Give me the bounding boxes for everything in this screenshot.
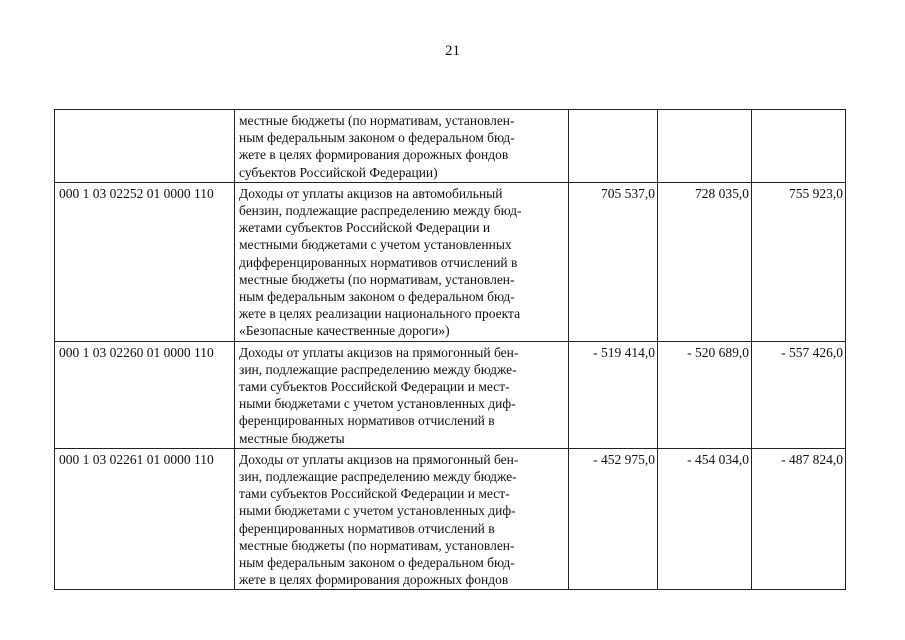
table-row [55,182,846,341]
table-row [55,341,846,448]
description-line: местные бюджеты [239,430,345,446]
table-row [55,110,846,183]
description-line: «Безопасные качественные дороги») [239,323,450,339]
amount-year-3 [752,110,846,183]
page-number: 21 [445,43,460,59]
amount-year-1: - 452 975,0 [569,448,658,590]
description-line: субъектов Российской Федерации) [239,164,438,180]
description-line: ным федеральным законом о федеральном бюд- [239,555,515,571]
revenue-description [235,110,569,183]
description-line: Доходы от уплаты акцизов на прямогонный бен- [239,344,519,360]
budget-classification-code [55,110,235,183]
description-line: ным федеральным законом о федеральном бюд- [239,130,515,146]
revenue-description [235,341,569,448]
revenue-description [235,448,569,590]
amount-year-2 [658,110,752,183]
amount-year-1 [569,110,658,183]
description-line: Доходы от уплаты акцизов на прямогонный бен- [239,451,519,467]
amount-year-2: - 454 034,0 [658,448,752,590]
description-line: жете в целях формирования дорожных фондов [239,147,509,163]
description-line: зин, подлежащие распределению между бюдже- [239,361,517,377]
description-line: местные бюджеты (по нормативам, установлен- [239,537,515,553]
amount-year-2: - 520 689,0 [658,341,752,448]
description-line: ными бюджетами с учетом установленных диф- [239,396,516,412]
amount-year-3: - 557 426,0 [752,341,846,448]
description-line: ференцированных нормативов отчислений в [239,520,495,536]
budget-revenue-table [54,109,846,590]
description-line: бензин, подлежащие распределению между бюд- [239,203,522,219]
description-line: ференцированных нормативов отчислений в [239,413,495,429]
description-line: местными бюджетами с учетом установленных [239,237,512,253]
description-line: ным федеральным законом о федеральном бюд- [239,289,515,305]
amount-year-3: 755 923,0 [752,182,846,341]
budget-classification-code: 000 1 03 02260 01 0000 110 [55,341,235,448]
description-line: ными бюджетами с учетом установленных диф- [239,503,516,519]
description-line: местные бюджеты (по нормативам, установлен- [239,113,515,128]
description-line: местные бюджеты (по нормативам, установлен- [239,271,515,287]
amount-year-1: 705 537,0 [569,182,658,341]
description-line: тами субъектов Российской Федерации и мест- [239,486,510,502]
revenue-description [235,182,569,341]
amount-year-2: 728 035,0 [658,182,752,341]
description-line: жете в целях реализации национального проекта [239,306,521,322]
budget-classification-code: 000 1 03 02261 01 0000 110 [55,448,235,590]
table-row [55,448,846,590]
amount-year-3: - 487 824,0 [752,448,846,590]
amount-year-1: - 519 414,0 [569,341,658,448]
description-line: дифференцированных нормативов отчислений в [239,254,518,270]
description-line: зин, подлежащие распределению между бюдже- [239,469,517,485]
description-line: тами субъектов Российской Федерации и мест- [239,379,510,395]
description-line: жетами субъектов Российской Федерации и [239,220,491,236]
budget-classification-code: 000 1 03 02252 01 0000 110 [55,182,235,341]
description-line: жете в целях формирования дорожных фондов [239,572,509,588]
description-line: Доходы от уплаты акцизов на автомобильный [239,185,503,201]
